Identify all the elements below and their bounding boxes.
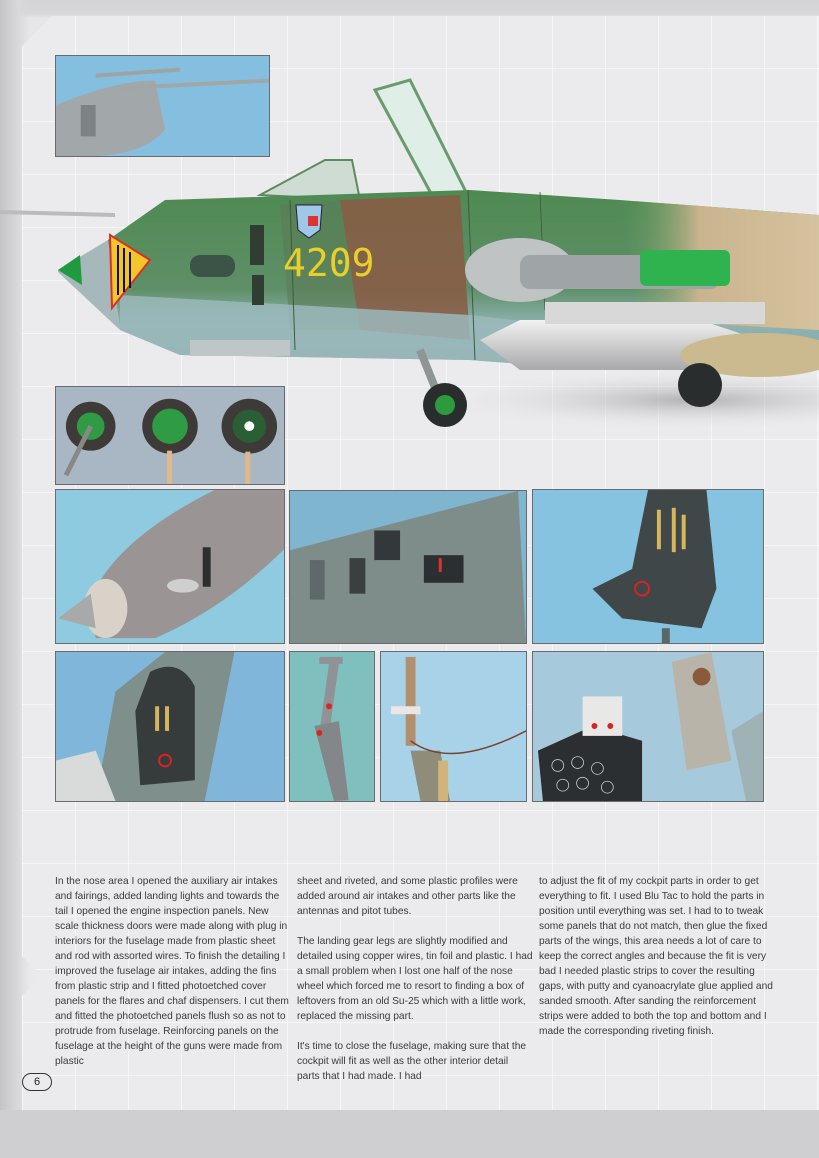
column-2-paragraph-2: The landing gear legs are slightly modified and detailed using copper wires, tin foil and plastic. I had a small problem when I lost one half of the nose wheel which forced me to resort to finding a box of leftovers from an old Su-25 which with a little work, replaced the missing part.: [297, 936, 533, 1022]
article-column-3: [539, 874, 775, 1054]
article-column-1: [55, 874, 291, 1084]
column-2-paragraph-3: It's time to close the fuselage, making sure that the cockpit will fit as well as the other interior detail parts that I had made. I had: [297, 1041, 527, 1082]
photo-wheels: [55, 386, 285, 485]
photo-gear-leg-grey: [289, 651, 375, 802]
page-bottom-band: [0, 1110, 819, 1158]
photo-instrument-panel: [532, 651, 764, 802]
column-3-paragraph-1: to adjust the fit of my cockpit parts in order to get everything to fit. I used Blu Tac to hold the parts in position until everything was set. I had to to tweak some panels that do not match, then glue the fixed parts of the wings, this area needs a lot of care to keep the correct angles and because the fit is very bad I needed plastic strips to cover the resulting gaps, with putty and cyanoacrylate glue applied and sanded smooth. After sanding the reinforcement strips were added to both the top and bottom and I made the corresponding riveting finish.: [539, 876, 773, 1037]
photo-cockpit-installed: [55, 651, 285, 802]
photo-ejection-seat: [532, 489, 764, 644]
column-2-paragraph-1: sheet and riveted, and some plastic profiles were added around air intakes and other parts like the antennas and pitot tubes.: [297, 876, 518, 917]
photo-cockpit-tub: [289, 490, 527, 644]
photo-nose-cone: [55, 489, 285, 644]
column-1-paragraph-1: In the nose area I opened the auxiliary air intakes and fairings, added landing lights and towards the tail I opened the engine inspection panels. New scale thickness doors were made along with plug in interiors for the fuselage made from plastic sheet and rod with assorted wires. To finish the detailing I improved the fuselage air intakes, adding the fins from plastic strip and I fitted photoetched cover panels for the flares and chaf dispensers. I cut them and fitted the photoetched panels flush so as not to protrude from fuselage. Reinforcing panels on the fuselage at the height of the guns were made from plastic: [55, 876, 289, 1067]
page-number-badge: 6: [22, 1073, 52, 1091]
article-column-2: [297, 874, 533, 1099]
photo-pitot-closeup: [55, 55, 270, 157]
tail-number-text: 4209: [283, 241, 375, 285]
photo-gear-leg-wired: [380, 651, 527, 802]
